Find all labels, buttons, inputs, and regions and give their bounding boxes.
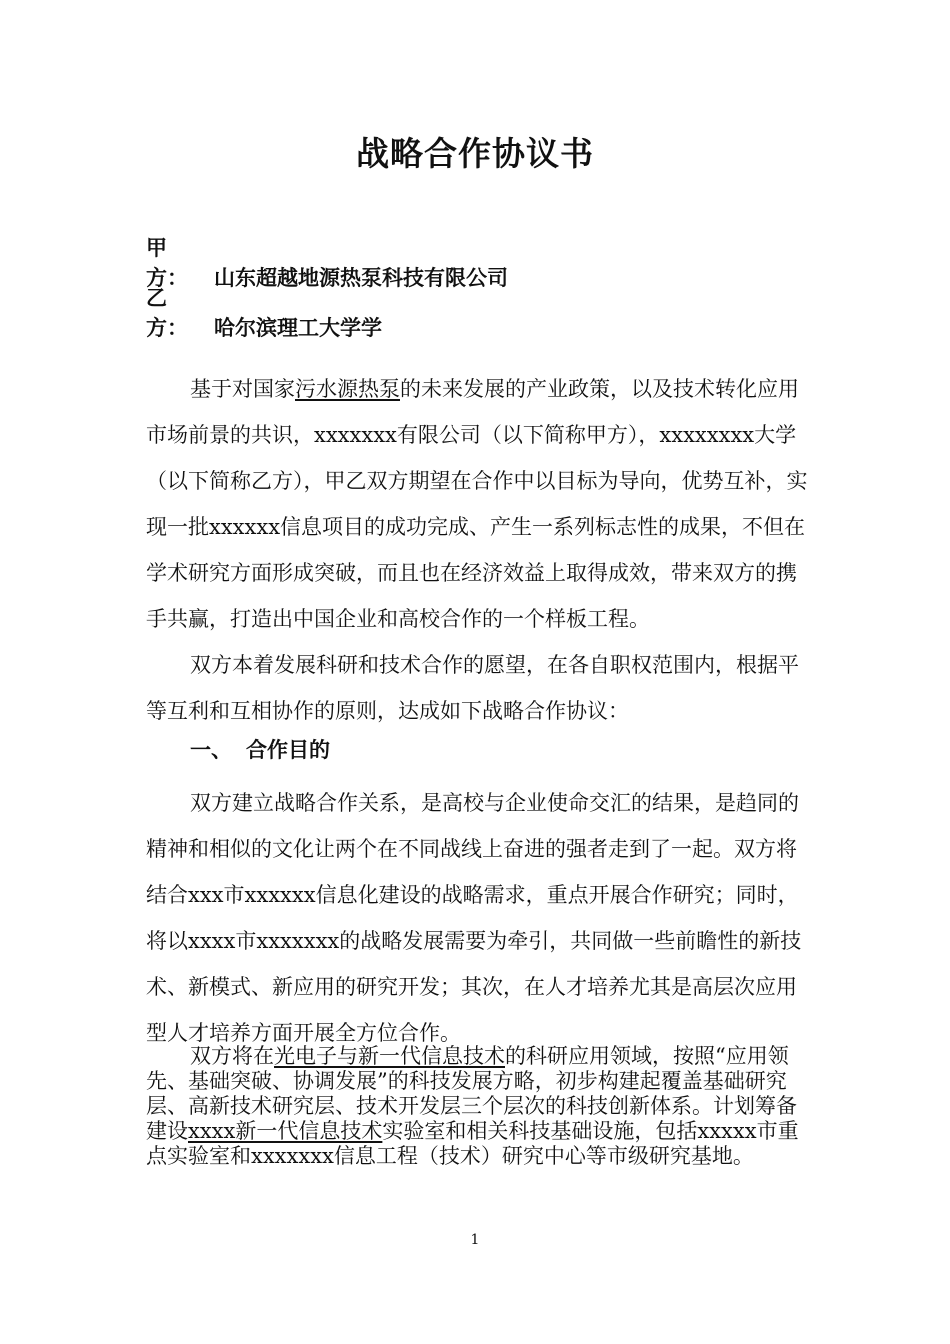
underlined-term: xxxx新一代信息技术 xyxy=(188,1119,383,1143)
paragraph-text: 基于对国家 xyxy=(190,377,295,401)
underlined-term: 污水源热泵 xyxy=(295,377,400,401)
page-number: 1 xyxy=(470,1232,480,1248)
paragraph-text: 的科研应用领域，按照“应用领先、基础突破、协调发展”的科技发展方略，初步构建起覆盖基础研究层、高新技术研究层、技术开发层三个层次的科技创新体系。计划筹备建设 xyxy=(146,1044,797,1143)
paragraph-text: 双方将在 xyxy=(190,1044,274,1068)
party-b-name: 哈尔滨理工大学学 xyxy=(214,315,382,340)
document-title: 战略合作协议书 xyxy=(356,134,594,173)
paragraph-intro xyxy=(146,366,814,642)
paragraph-principle: 双方本着发展科研和技术合作的愿望，在各自职权范围内，根据平等互利和互相协作的原则，达成如下战略合作协议： xyxy=(146,653,799,723)
paragraph-text: 的未来发展的产业政策，以及技术转化应用市场前景的共识，xxxxxxx有限公司（以下简称甲方），xxxxxxxx大学（以下简称乙方），甲乙双方期望在合作中以目标为导向，优势互补，实现一批xxxxxx信息项目的成功完成、产生一系列标志性的成果，不但在学术研究方面形成突破，而且也在经济效益上取得成效，带来双方的携手共赢，打造出中国企业和高校合作的一个样板工程。 xyxy=(146,377,808,631)
section-number: 一、 xyxy=(190,737,232,762)
party-b-line xyxy=(146,282,382,342)
party-a-name: 山东超越地源热泵科技有限公司 xyxy=(214,265,508,290)
paragraph-research xyxy=(146,1044,814,1169)
paragraph-text: 实验室和相关科技基础设施，包括xxxxx市重点实验室和xxxxxxx信息工程（技术）研究中心等市级研究基地。 xyxy=(146,1119,799,1168)
party-a-label: 甲 方： xyxy=(146,235,209,290)
section-title: 合作目的 xyxy=(246,737,330,762)
paragraph-purpose: 双方建立战略合作关系，是高校与企业使命交汇的结果，是趋同的精神和相似的文化让两个在不同战线上奋进的强者走到了一起。双方将结合xxx市xxxxxx信息化建设的战略需求，重点开展合作研究；同时，将以xxxx市xxxxxxx的战略发展需要为牵引，共同做一些前瞻性的新技术、新模式、新应用的研究开发；其次，在人才培养尤其是高层次应用型人才培养方面开展全方位合作。 xyxy=(146,791,802,1045)
party-b-label: 乙 方： xyxy=(146,285,209,340)
underlined-term: 光电子与新一代信息技术 xyxy=(274,1044,505,1068)
section-heading xyxy=(190,734,330,764)
